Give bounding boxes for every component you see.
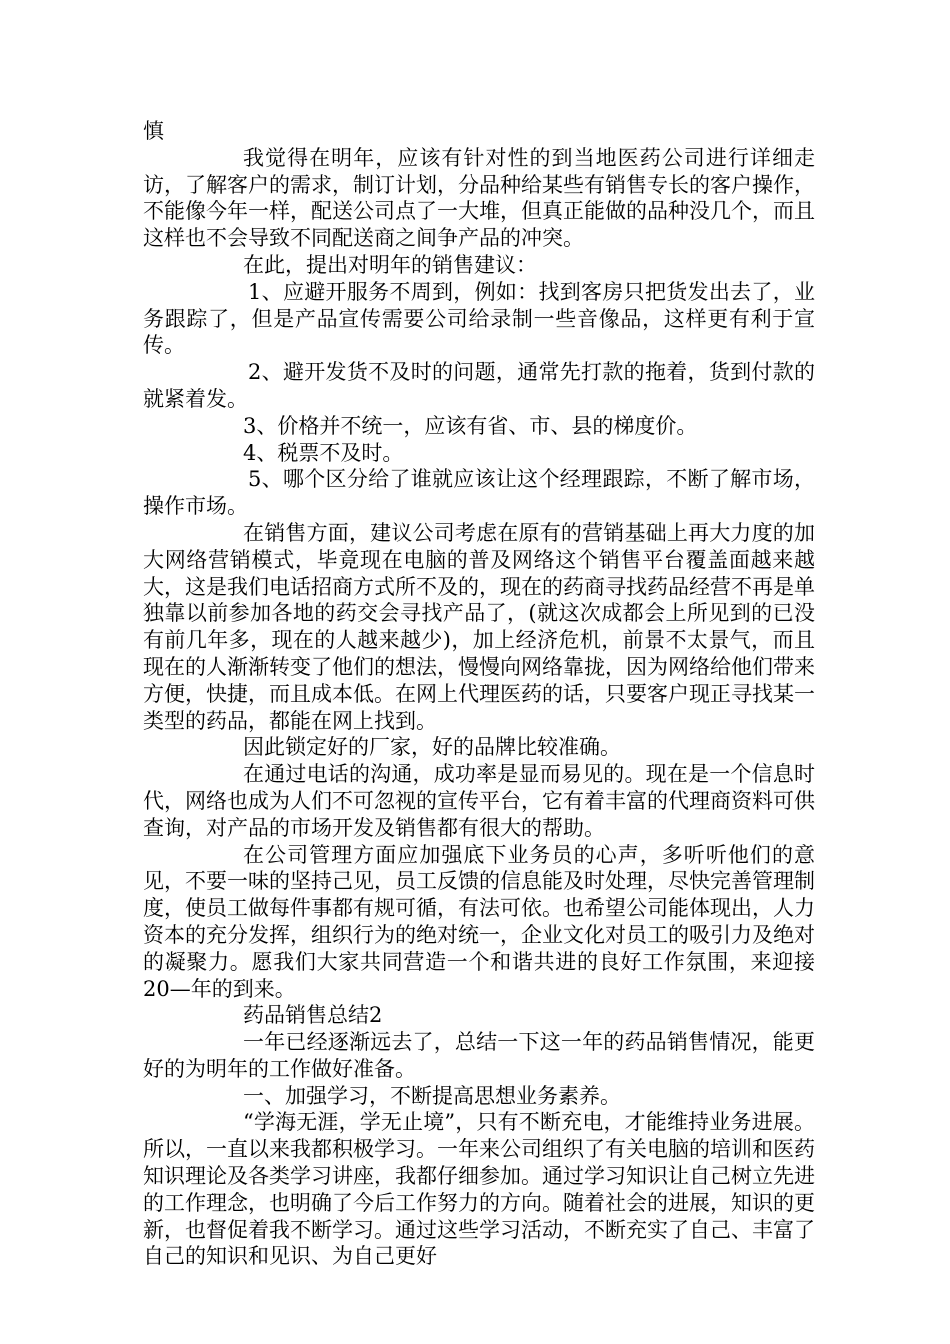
section-heading-summary-2: 药品销售总结2 xyxy=(243,1003,383,1028)
paragraph-summary-intro: 一年已经逐渐远去了，总结一下这一年的药品销售情况，能更好的为明年的工作做好准备。 xyxy=(143,1030,815,1081)
document-page xyxy=(143,118,815,1270)
subheading-study: 一、加强学习，不断提高思想业务素养。 xyxy=(243,1083,621,1108)
list-item-suggestion-5: 5、哪个区分给了谁就应该让这个经理跟踪，不断了解市场，操作市场。 xyxy=(143,467,815,519)
paragraph-online-marketing: 在销售方面，建议公司考虑在原有的营销基础上再大力度的加大网络营销模式，毕竟现在电脑的普及网络这个销售平台覆盖面越来越大，这是我们电话招商方式所不及的，现在的药商寻找药品经营不再是单独靠以前参加各地的药交会寻找产品了，(就这次成都会上所见到的已没有前几年多，现在的人越来越少)，加上经济危机，前景不太景气，而且现在的人渐渐转变了他们的想法，慢慢向网络靠拢，因为网络给他们带来方便，快捷，而且成本低。在网上代理医药的话，只要客户现正寻找某一类型的药品，都能在网上找到。 xyxy=(143,520,815,733)
paragraph-study: “学海无涯，学无止境”，只有不断充电，才能维持业务进展。所以，一直以来我都积极学习。一年来公司组织了有关电脑的培训和医药知识理论及各类学习讲座，我都仔细参加。通过学习知识让自己树立先进的工作理念，也明确了今后工作努力的方向。随着社会的进展，知识的更新，也督促着我不断学习。通过这些学习活动，不断充实了自己、丰富了自己的知识和见识、为自己更好 xyxy=(143,1110,815,1269)
paragraph-phone-communication: 在通过电话的沟通，成功率是显而易见的。现在是一个信息时代，网络也成为人们不可忽视的宣传平台，它有着丰富的代理商资料可供查询，对产品的市场开发及销售都有很大的帮助。 xyxy=(143,762,815,840)
list-item-suggestion-1: 1、应避开服务不周到，例如：找到客房只把货发出去了，业务跟踪了，但是产品宣传需要公司给录制一些音像品，这样更有利于宣传。 xyxy=(143,279,815,358)
list-item-suggestion-2: 2、避开发货不及时的问题，通常先打款的拖着，货到付款的就紧着发。 xyxy=(143,360,815,411)
list-item-suggestion-4: 4、税票不及时。 xyxy=(243,440,404,465)
paragraph-plan: 我觉得在明年，应该有针对性的到当地医药公司进行详细走访，了解客户的需求，制订计划，分品种给某些有销售专长的客户操作，不能像今年一样，配送公司点了一大堆，但真正能做的品种没几个，而且这样也不会导致不同配送商之间争产品的冲突。 xyxy=(143,145,815,251)
paragraph-continuation: 慎 xyxy=(143,119,164,143)
paragraph-brand: 因此锁定好的厂家，好的品牌比较准确。 xyxy=(243,735,621,760)
list-item-suggestion-3: 3、价格并不统一，应该有省、市、县的梯度价。 xyxy=(243,413,698,438)
paragraph-suggestion-intro: 在此，提出对明年的销售建议： xyxy=(243,252,537,277)
paragraph-management: 在公司管理方面应加强底下业务员的心声，多听听他们的意见，不要一味的坚持己见，员工反馈的信息能及时处理，尽快完善管理制度，使员工做每件事都有规可循，有法可依。也希望公司能体现出，人力资本的充分发挥，组织行为的绝对统一，企业文化对员工的吸引力及绝对的凝聚力。愿我们大家共同营造一个和谐共进的良好工作氛围，来迎接20—年的到来。 xyxy=(143,842,815,1001)
